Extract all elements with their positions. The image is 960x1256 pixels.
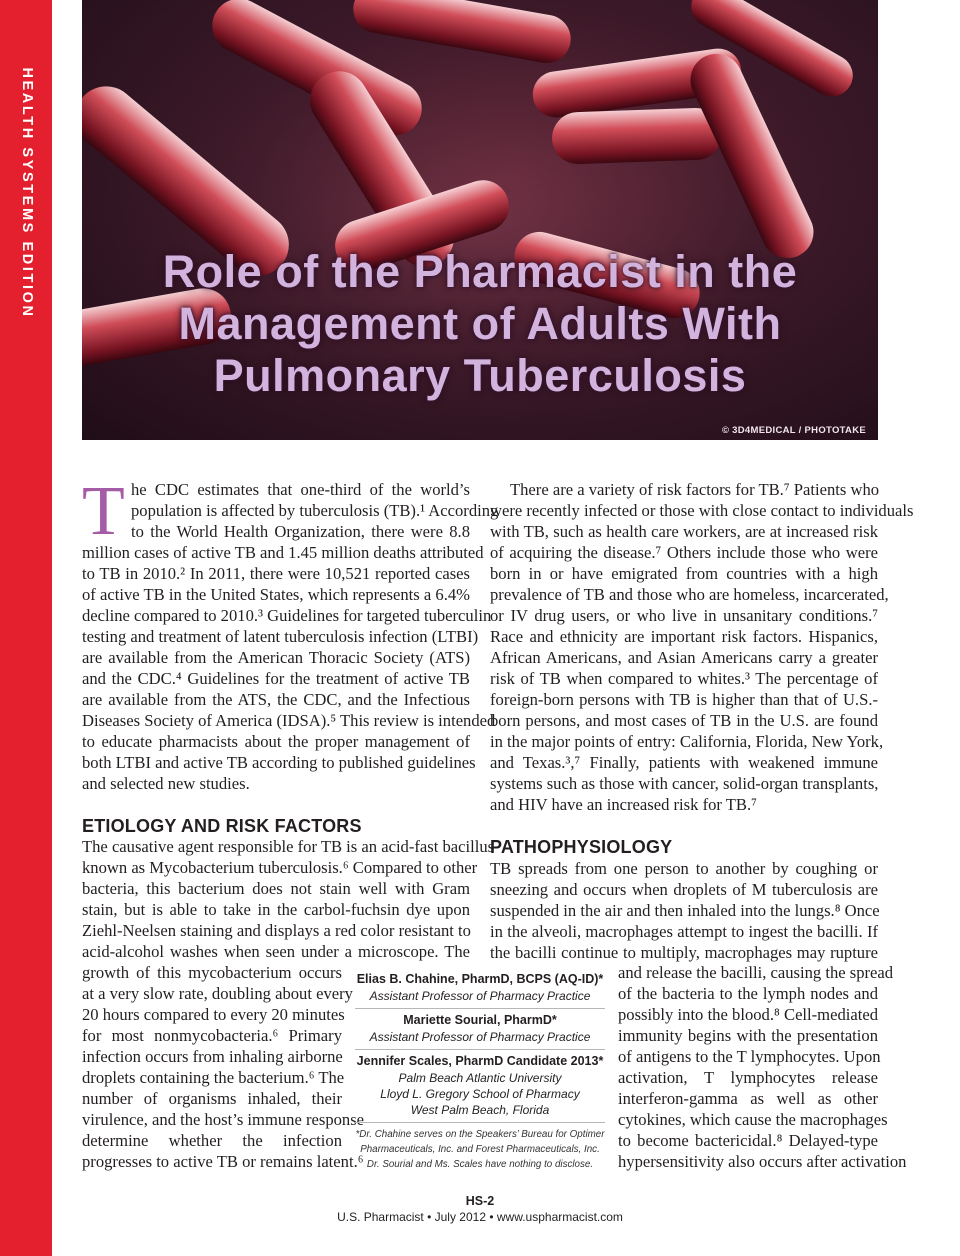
text-line: for most nonmycobacteria.⁶ Primary bbox=[82, 1026, 342, 1045]
author-name: Jennifer Scales, PharmD Candidate 2013* bbox=[356, 1054, 604, 1068]
text-line: to educate pharmacists about the proper management of bbox=[82, 732, 470, 751]
text-line: activation, T lymphocytes release bbox=[618, 1068, 878, 1087]
title-line: Management of Adults With bbox=[178, 298, 782, 349]
text-line: of active TB in the United States, which represents a 6.4% bbox=[82, 585, 470, 604]
author-role: West Palm Beach, Florida bbox=[410, 1103, 550, 1117]
text-line: decline compared to 2010.³ Guidelines for targeted tuberculin bbox=[82, 606, 492, 625]
text-line: Race and ethnicity are important risk factors. Hispanics, bbox=[490, 627, 878, 646]
text-line: interferon-gamma as well as other bbox=[618, 1089, 878, 1108]
text-line: African Americans, and Asian Americans carry a greater bbox=[490, 648, 878, 667]
text-line: infection occurs from inhaling airborne bbox=[82, 1047, 343, 1066]
pathophysiology-text bbox=[490, 858, 878, 963]
text-line: hypersensitivity also occurs after activation bbox=[618, 1152, 907, 1171]
edition-side-bar bbox=[0, 0, 52, 1256]
text-line: and the CDC.⁴ Guidelines for the treatment of active TB bbox=[82, 669, 470, 688]
author-entry bbox=[355, 968, 605, 1009]
text-line: possibly into the blood.⁸ Cell-mediated bbox=[618, 1005, 878, 1024]
text-line: and HIV have an increased risk for TB.⁷ bbox=[490, 795, 757, 814]
text-line: population is affected by tuberculosis (TB).¹ According bbox=[131, 501, 499, 520]
text-line: and selected new studies. bbox=[82, 774, 250, 793]
author-name: Mariette Sourial, PharmD* bbox=[403, 1013, 557, 1027]
author-role: Assistant Professor of Pharmacy Practice bbox=[369, 1030, 591, 1044]
text-line: 20 hours compared to every 20 minutes bbox=[82, 1005, 345, 1024]
text-line: and release the bacilli, causing the spread bbox=[618, 963, 894, 982]
risk-factors-text bbox=[490, 479, 914, 815]
text-line: in the major points of entry: California, Florida, New York, bbox=[490, 732, 884, 751]
text-line: the bacilli continue to multiply, macrophages may rupture bbox=[490, 943, 878, 962]
text-line: to the World Health Organization, there were 8.8 bbox=[131, 522, 470, 541]
drop-cap: T bbox=[82, 473, 125, 550]
text-line: he CDC estimates that one-third of the world’s bbox=[131, 480, 470, 499]
text-line: million cases of active TB and 1.45 million deaths attributed bbox=[82, 543, 484, 562]
text-line: progresses to active TB or remains latent.⁶ bbox=[82, 1152, 364, 1171]
intro-text bbox=[82, 473, 499, 794]
text-line: born persons, and most cases of TB in the U.S. are found bbox=[490, 711, 878, 730]
text-line: The causative agent responsible for TB is an acid-fast bacillus bbox=[82, 837, 495, 856]
text-line: born in or have emigrated from countries with a high bbox=[490, 564, 878, 583]
text-line: at a very slow rate, doubling about every bbox=[82, 984, 353, 1003]
text-line: stain, but is able to take in the carbol-fuchsin dye upon bbox=[82, 900, 470, 919]
author-entry bbox=[355, 1050, 605, 1123]
disclosure-line: Dr. Sourial and Ms. Scales have nothing to disclose. bbox=[366, 1159, 594, 1170]
text-line: testing and treatment of latent tuberculosis infection (LTBI) bbox=[82, 627, 479, 646]
text-line: of acquiring the disease.⁷ Others include those who were bbox=[490, 543, 878, 562]
pathophysiology-heading: PATHOPHYSIOLOGY bbox=[490, 837, 673, 857]
text-line: prevalence of TB and those who are homeless, incarcerated, bbox=[490, 585, 889, 604]
text-line: both LTBI and active TB according to published guidelines bbox=[82, 753, 476, 772]
etiology-heading: ETIOLOGY AND RISK FACTORS bbox=[82, 816, 362, 836]
text-line: are available from the American Thoracic Society (ATS) bbox=[82, 648, 470, 667]
text-line: of antigens to the T lymphocytes. Upon bbox=[618, 1047, 881, 1066]
text-line: cytokines, which cause the macrophages bbox=[618, 1110, 888, 1129]
publication-line: U.S. Pharmacist • July 2012 • www.uspharmacist.com bbox=[337, 1210, 623, 1224]
text-line: suspended in the air and then inhaled into the lungs.⁸ Once bbox=[490, 901, 880, 920]
author-role: Assistant Professor of Pharmacy Practice bbox=[369, 989, 591, 1003]
author-box bbox=[355, 968, 605, 1172]
text-line: in the alveoli, macrophages attempt to ingest the bacilli. If bbox=[490, 922, 878, 941]
etiology-text bbox=[82, 836, 495, 962]
text-line: virulence, and the host’s immune response bbox=[82, 1110, 365, 1129]
page-footer bbox=[82, 1193, 878, 1226]
text-line: Ziehl-Neelsen staining and displays a red color resistant to bbox=[82, 921, 471, 940]
text-line: droplets containing the bacterium.⁶ The bbox=[82, 1068, 345, 1087]
disclosure-line: *Dr. Chahine serves on the Speakers’ Bureau for Optimer bbox=[355, 1129, 605, 1140]
text-line: risk of TB when compared to whites.³ The percentage of bbox=[490, 669, 878, 688]
text-line: bacteria, this bacterium does not stain well with Gram bbox=[82, 879, 470, 898]
disclosure-note bbox=[355, 1123, 605, 1172]
title-line: Role of the Pharmacist in the bbox=[162, 246, 798, 297]
text-line: to TB in 2010.² In 2011, there were 10,521 reported cases bbox=[82, 564, 470, 583]
text-line: with TB, such as health care workers, are at increased risk bbox=[490, 522, 878, 541]
text-line: of the bacteria to the lymph nodes and bbox=[618, 984, 878, 1003]
author-role: Lloyd L. Gregory School of Pharmacy bbox=[380, 1087, 580, 1101]
photo-credit: © 3D4MEDICAL / PHOTOTAKE bbox=[721, 425, 866, 436]
text-line: to become bactericidal.⁸ Delayed-type bbox=[618, 1131, 878, 1150]
text-line: foreign-born persons with TB is higher than that of U.S.- bbox=[490, 690, 878, 709]
text-line: known as Mycobacterium tuberculosis.⁶ Compared to other bbox=[82, 858, 478, 877]
text-line: and Texas.³,⁷ Finally, patients with weakened immune bbox=[490, 753, 878, 772]
text-line: determine whether the infection bbox=[82, 1131, 342, 1150]
disclosure-line: Pharmaceuticals, Inc. and Forest Pharmaceuticals, Inc. bbox=[360, 1144, 600, 1155]
article-title bbox=[82, 246, 878, 402]
text-line: number of organisms inhaled, their bbox=[82, 1089, 342, 1108]
text-line: Diseases Society of America (IDSA).⁵ This review is intended bbox=[82, 711, 496, 730]
text-line: There are a variety of risk factors for TB.⁷ Patients who bbox=[510, 480, 880, 499]
text-line: or IV drug users, or who live in unsanitary conditions.⁷ bbox=[490, 606, 878, 625]
text-line: immunity begins with the presentation bbox=[618, 1026, 878, 1045]
title-line: Pulmonary Tuberculosis bbox=[213, 350, 747, 401]
author-role: Palm Beach Atlantic University bbox=[398, 1071, 562, 1085]
hero-image bbox=[82, 0, 878, 440]
author-entry bbox=[355, 1009, 605, 1050]
author-name: Elias B. Chahine, PharmD, BCPS (AQ-ID)* bbox=[356, 972, 604, 986]
text-line: were recently infected or those with close contact to individuals bbox=[490, 501, 914, 520]
text-line: growth of this mycobacterium occurs bbox=[82, 963, 342, 982]
pathophysiology-text-narrow bbox=[618, 962, 907, 1172]
text-line: sneezing and occurs when droplets of M tuberculosis are bbox=[490, 880, 878, 899]
text-line: TB spreads from one person to another by coughing or bbox=[490, 859, 878, 878]
text-line: systems such as those with cancer, solid-organ transplants, bbox=[490, 774, 879, 793]
page-number: HS-2 bbox=[465, 1194, 495, 1208]
text-line: acid-alcohol washes when seen under a microscope. The bbox=[82, 942, 470, 961]
text-line: are available from the ATS, the CDC, and the Infectious bbox=[82, 690, 470, 709]
edition-label: HEALTH SYSTEMS EDITION bbox=[19, 67, 35, 319]
etiology-text-narrow bbox=[82, 962, 365, 1172]
